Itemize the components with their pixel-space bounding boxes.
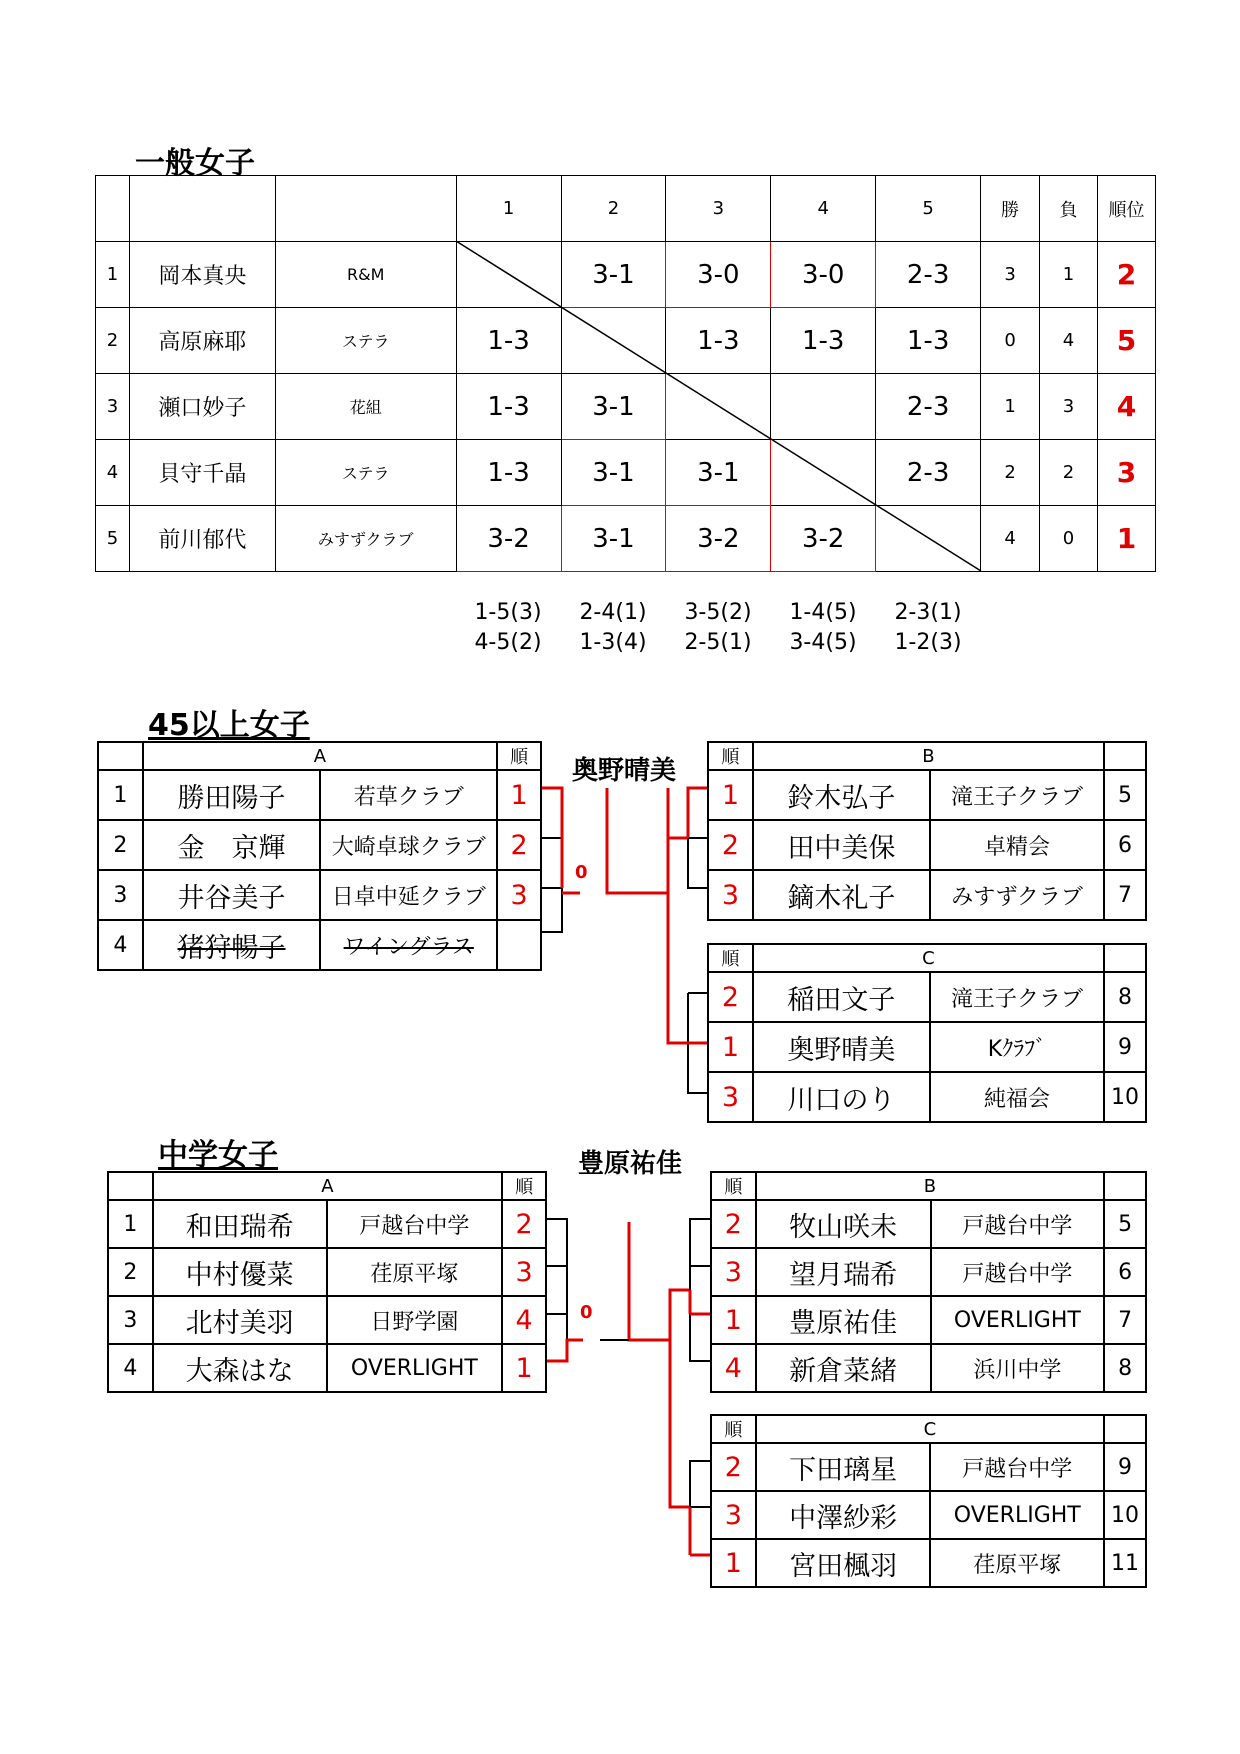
score-cell: 3-0 <box>771 242 876 308</box>
match-order-item: 1-3(4) <box>579 630 647 655</box>
player-no: 2 <box>96 308 130 374</box>
entry-club: 戸越台中学 <box>930 1443 1104 1491</box>
wins: 0 <box>981 308 1040 374</box>
group-label: B <box>756 1172 1104 1200</box>
general-title: 一般女子 <box>135 146 255 181</box>
entry-no: 1 <box>108 1200 153 1248</box>
entry-name: 新倉菜緒 <box>756 1344 931 1392</box>
match-order-item: 3-4(5) <box>789 630 857 655</box>
score-cell: 3-1 <box>561 506 666 572</box>
col-header: 4 <box>771 176 876 242</box>
entry-club: OVERLIGHT <box>930 1491 1104 1539</box>
entry-name: 稲田文子 <box>753 972 930 1022</box>
score-cell: 3-1 <box>561 242 666 308</box>
junior-title: 中学女子 <box>158 1138 278 1173</box>
wins: 2 <box>981 440 1040 506</box>
entry-name: 金 京輝 <box>143 820 321 870</box>
col-header: 順位 <box>1097 176 1155 242</box>
entry-name: 牧山咲未 <box>756 1200 931 1248</box>
col-header: 2 <box>561 176 666 242</box>
entry-name: 大森はな <box>153 1344 327 1392</box>
entry-name: 猪狩暢子 <box>143 920 321 970</box>
over45-title: 45以上女子 <box>148 708 310 743</box>
rank: 5 <box>1097 308 1155 374</box>
player-club: 花組 <box>275 374 456 440</box>
score-cell: 3-2 <box>771 506 876 572</box>
group-label: A <box>153 1172 502 1200</box>
entry-club: OVERLIGHT <box>931 1296 1105 1344</box>
player-club: ステラ <box>275 440 456 506</box>
entry-no: 9 <box>1104 1022 1146 1072</box>
losses: 1 <box>1040 242 1098 308</box>
entry-name: 鏑木礼子 <box>753 870 930 920</box>
entry-name: 井谷美子 <box>143 870 321 920</box>
col-header: 勝 <box>981 176 1040 242</box>
player-name: 高原麻耶 <box>129 308 275 374</box>
entry-name: 中澤紗彩 <box>756 1491 931 1539</box>
entry-name: 豊原祐佳 <box>756 1296 931 1344</box>
entry-rank: 3 <box>708 1072 753 1122</box>
entry-no: 8 <box>1104 972 1146 1022</box>
rank-header: 順 <box>497 742 541 770</box>
entry-name: 望月瑞希 <box>756 1248 931 1296</box>
losses: 2 <box>1040 440 1098 506</box>
rank: 1 <box>1097 506 1155 572</box>
entry-name: 田中美保 <box>753 820 930 870</box>
score-cell: 2-3 <box>876 440 981 506</box>
entry-name: 川口のり <box>753 1072 930 1122</box>
player-name: 瀬口妙子 <box>129 374 275 440</box>
entry-club: 大崎卓球クラブ <box>320 820 497 870</box>
entry-name: 宮田楓羽 <box>756 1539 931 1587</box>
entry-no: 7 <box>1104 1296 1146 1344</box>
entry-no: 2 <box>108 1248 153 1296</box>
entry-rank: 3 <box>497 870 541 920</box>
entry-rank: 2 <box>502 1200 546 1248</box>
entry-no: 10 <box>1104 1491 1146 1539</box>
group-label: B <box>753 742 1104 770</box>
entry-name: 中村優菜 <box>153 1248 327 1296</box>
rank: 4 <box>1097 374 1155 440</box>
entry-no: 3 <box>108 1296 153 1344</box>
player-no: 3 <box>96 374 130 440</box>
col-header: 3 <box>666 176 771 242</box>
group-label: C <box>756 1415 1104 1443</box>
match-order-item: 2-4(1) <box>579 600 647 625</box>
entry-club: 荏原平塚 <box>930 1539 1104 1587</box>
entry-name: 鈴木弘子 <box>753 770 930 820</box>
score-cell: 3-1 <box>561 440 666 506</box>
player-club: R&M <box>275 242 456 308</box>
entry-no: 5 <box>1104 770 1146 820</box>
col-header: 1 <box>456 176 561 242</box>
entry-club: OVERLIGHT <box>327 1344 503 1392</box>
entry-rank: 2 <box>708 972 753 1022</box>
entry-rank: 2 <box>711 1443 756 1491</box>
entry-club: 浜川中学 <box>931 1344 1105 1392</box>
entry-no: 6 <box>1104 1248 1146 1296</box>
score-cell: 1-3 <box>666 308 771 374</box>
over45-final-score: 0 <box>575 862 588 883</box>
match-order-item: 3-5(2) <box>684 600 752 625</box>
score-cell: 1-3 <box>456 440 561 506</box>
entry-rank: 3 <box>708 870 753 920</box>
entry-no: 3 <box>98 870 143 920</box>
entry-rank: 2 <box>711 1200 756 1248</box>
rank-header: 順 <box>711 1415 756 1443</box>
junior-winner: 豊原祐佳 <box>578 1149 683 1179</box>
entry-club: 荏原平塚 <box>327 1248 503 1296</box>
score-cell: 1-3 <box>771 308 876 374</box>
entry-club: 日野学園 <box>327 1296 503 1344</box>
entry-club: 滝王子クラブ <box>930 972 1104 1022</box>
entry-rank: 4 <box>502 1296 546 1344</box>
match-order-item: 1-2(3) <box>894 630 962 655</box>
entry-rank: 4 <box>711 1344 756 1392</box>
entry-name: 和田瑞希 <box>153 1200 327 1248</box>
entry-club: 純福会 <box>930 1072 1104 1122</box>
entry-club: 日卓中延クラブ <box>320 870 497 920</box>
entry-club: 戸越台中学 <box>931 1248 1105 1296</box>
score-cell: 3-2 <box>666 506 771 572</box>
wins: 4 <box>981 506 1040 572</box>
entry-club: 若草クラブ <box>320 770 497 820</box>
losses: 3 <box>1040 374 1098 440</box>
losses: 0 <box>1040 506 1098 572</box>
rank: 3 <box>1097 440 1155 506</box>
entry-rank: 2 <box>708 820 753 870</box>
entry-club: Kｸﾗﾌﾞ <box>930 1022 1104 1072</box>
score-cell: 3-0 <box>666 242 771 308</box>
entry-rank: 3 <box>711 1491 756 1539</box>
entry-club: ワイングラス <box>320 920 497 970</box>
entry-no: 5 <box>1104 1200 1146 1248</box>
entry-rank: 1 <box>711 1539 756 1587</box>
entry-club: 戸越台中学 <box>327 1200 503 1248</box>
score-cell: 3-2 <box>456 506 561 572</box>
entry-rank: 1 <box>497 770 541 820</box>
player-name: 前川郁代 <box>129 506 275 572</box>
rank-header: 順 <box>711 1172 756 1200</box>
entry-club: みすずクラブ <box>930 870 1104 920</box>
entry-rank: 1 <box>708 770 753 820</box>
score-cell: 1-3 <box>876 308 981 374</box>
entry-no: 1 <box>98 770 143 820</box>
group-label: C <box>753 944 1104 972</box>
score-cell: 3-1 <box>666 440 771 506</box>
score-cell: 2-3 <box>876 374 981 440</box>
over45-winner: 奥野晴美 <box>572 756 677 786</box>
entry-club: 卓精会 <box>930 820 1104 870</box>
score-cell: 2-3 <box>876 242 981 308</box>
score-cell: 1-3 <box>456 374 561 440</box>
entry-rank: 1 <box>502 1344 546 1392</box>
entry-rank: 1 <box>708 1022 753 1072</box>
rank-header: 順 <box>502 1172 546 1200</box>
score-cell: 3-1 <box>561 374 666 440</box>
junior-final-score: 0 <box>580 1302 593 1323</box>
entry-no: 2 <box>98 820 143 870</box>
entry-no: 4 <box>108 1344 153 1392</box>
entry-no: 4 <box>98 920 143 970</box>
losses: 4 <box>1040 308 1098 374</box>
score-cell: 1-3 <box>456 308 561 374</box>
entry-no: 9 <box>1104 1443 1146 1491</box>
player-club: みすずクラブ <box>275 506 456 572</box>
match-order-item: 1-5(3) <box>474 600 542 625</box>
entry-name: 勝田陽子 <box>143 770 321 820</box>
entry-rank: 1 <box>711 1296 756 1344</box>
rank: 2 <box>1097 242 1155 308</box>
player-name: 岡本真央 <box>129 242 275 308</box>
player-name: 貝守千晶 <box>129 440 275 506</box>
entry-club: 戸越台中学 <box>931 1200 1105 1248</box>
match-order-item: 1-4(5) <box>789 600 857 625</box>
wins: 3 <box>981 242 1040 308</box>
entry-name: 奥野晴美 <box>753 1022 930 1072</box>
entry-name: 下田璃星 <box>756 1443 931 1491</box>
match-order-item: 2-5(1) <box>684 630 752 655</box>
col-header: 負 <box>1040 176 1098 242</box>
match-order-item: 2-3(1) <box>894 600 962 625</box>
entry-rank: 2 <box>497 820 541 870</box>
group-label: A <box>143 742 497 770</box>
entry-no: 6 <box>1104 820 1146 870</box>
player-no: 4 <box>96 440 130 506</box>
entry-rank: 3 <box>502 1248 546 1296</box>
match-order-item: 4-5(2) <box>474 630 542 655</box>
entry-rank: 3 <box>711 1248 756 1296</box>
player-club: ステラ <box>275 308 456 374</box>
entry-club: 滝王子クラブ <box>930 770 1104 820</box>
entry-no: 7 <box>1104 870 1146 920</box>
entry-no: 8 <box>1104 1344 1146 1392</box>
col-header: 5 <box>876 176 981 242</box>
wins: 1 <box>981 374 1040 440</box>
entry-no: 11 <box>1104 1539 1146 1587</box>
player-no: 1 <box>96 242 130 308</box>
rank-header: 順 <box>708 944 753 972</box>
entry-name: 北村美羽 <box>153 1296 327 1344</box>
player-no: 5 <box>96 506 130 572</box>
rank-header: 順 <box>708 742 753 770</box>
entry-no: 10 <box>1104 1072 1146 1122</box>
